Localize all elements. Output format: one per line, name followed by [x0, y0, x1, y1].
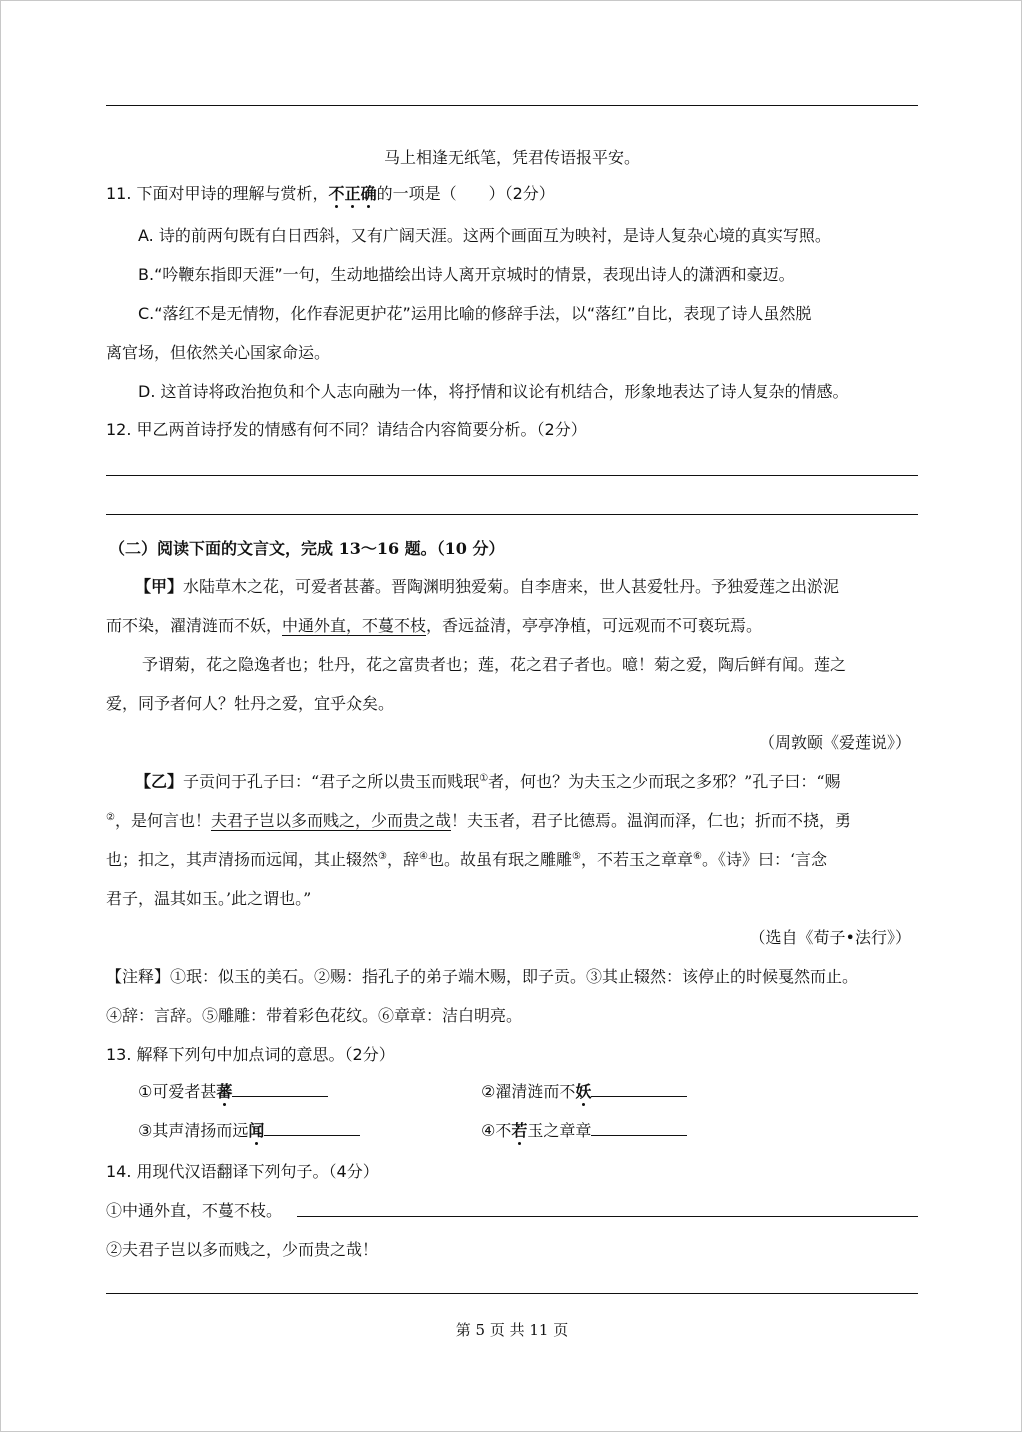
answer-blank[interactable] — [264, 1119, 360, 1136]
notes-line2: ④辞：言辞。⑤雕雕：带着彩色花纹。⑥章章：洁白明亮。 — [106, 1006, 523, 1025]
q11-option-b: B.“吟鞭东指即天涯”一句，生动地描绘出诗人离开京城时的情景，表现出诗人的潇洒和豪迈。 — [138, 265, 795, 284]
passage-text: 也；扣之，其声清扬而远闻，其止辍然 — [106, 850, 379, 869]
q13-item-4 — [481, 1118, 687, 1141]
passage-jia-line2 — [106, 613, 762, 636]
q11-option-c-line2: 离官场，但依然关心国家命运。 — [106, 343, 331, 362]
passage-yi-line3 — [106, 847, 827, 870]
q13-item-2 — [481, 1079, 687, 1102]
footnote-marker: ① — [479, 773, 489, 784]
emphasis-char: 确 — [360, 184, 377, 203]
answer-blank[interactable] — [591, 1119, 687, 1136]
passage-jia-line3: 予谓菊，花之隐逸者也；牡丹，花之富贵者也；莲，花之君子者也。噫！菊之爱，陶后鲜有闻。莲之 — [142, 655, 847, 674]
question-13-stem: 13. 解释下列句中加点词的意思。（2分） — [106, 1045, 395, 1064]
dotted-word: 闻 — [248, 1121, 265, 1140]
item-text: ①可爱者甚 — [138, 1082, 217, 1101]
footnote-marker: ⑥ — [692, 851, 702, 862]
question-14-stem: 14. 用现代汉语翻译下列句子。（4分） — [106, 1162, 379, 1181]
dotted-word: 妖 — [575, 1082, 592, 1101]
passage-yi-line4: 君子，温其如玉。’此之谓也。” — [106, 889, 312, 908]
q11-stem-pre: 11. 下面对甲诗的理解与赏析， — [106, 184, 329, 203]
item-text: ②濯清涟而不 — [481, 1082, 576, 1101]
q11-option-c-line1: C.“落红不是无情物，化作春泥更护花”运用比喻的修辞手法，以“落红”自比，表现了诗人虽然脱 — [138, 304, 812, 323]
footnote-marker: ② — [106, 812, 115, 823]
answer-line[interactable] — [106, 514, 918, 515]
answer-line[interactable] — [106, 475, 918, 476]
item-text: ④不 — [481, 1121, 512, 1140]
q11-option-d: D. 这首诗将政治抱负和个人志向融为一体，将抒情和议论有机结合，形象地表达了诗人复杂的情感。 — [138, 382, 849, 401]
emphasis-char: 不 — [328, 184, 345, 203]
passage-yi-source: （选自《荀子•法行》） — [749, 928, 911, 947]
dotted-word: 若 — [511, 1121, 528, 1140]
question-12-stem: 12. 甲乙两首诗抒发的情感有何不同？请结合内容简要分析。（2分） — [106, 420, 587, 439]
underlined-sentence: 夫君子岂以多而贱之，少而贵之哉 — [210, 811, 451, 830]
passage-text: ！夫玉者，君子比德焉。温润而泽，仁也；折而不挠，勇 — [451, 811, 852, 830]
passage-jia-line4: 爱，同予者何人？牡丹之爱，宜乎众矣。 — [106, 694, 395, 713]
footnote-marker: ④ — [419, 851, 428, 862]
underlined-sentence: 中通外直，不蔓不枝 — [282, 616, 427, 635]
passage-text: 。《诗》曰：‘言念 — [701, 850, 828, 869]
dotted-word: 蕃 — [216, 1082, 233, 1101]
emphasis-char: 正 — [344, 184, 361, 203]
q14-sentence-1: ①中通外直，不蔓不枝。 — [106, 1201, 283, 1220]
notes-line1: 【注释】①珉：似玉的美石。②赐：指孔子的弟子端木赐，即子贡。③其止辍然：该停止的时候戛然而止。 — [106, 967, 859, 986]
passage-yi-line1 — [135, 769, 841, 792]
item-text: ③其声清扬而远 — [138, 1121, 249, 1140]
page-footer: 第 5 页 共 11 页 — [455, 1321, 569, 1339]
passage-text: 水陆草木之花，可爱者甚蕃。晋陶渊明独爱菊。自李唐来，世人甚爱牡丹。予独爱莲之出淤泥 — [183, 577, 840, 596]
q13-item-1 — [138, 1079, 328, 1102]
answer-line[interactable] — [297, 1216, 918, 1217]
passage-jia-line1 — [135, 574, 839, 597]
passage-text: 也。故虽有珉之雕雕 — [427, 850, 572, 869]
q14-sentence-2: ②夫君子岂以多而贱之，少而贵之哉！ — [106, 1240, 379, 1259]
passage-text: 者，何也？为夫玉之少而珉之多邪？”孔子曰：“赐 — [488, 772, 841, 791]
bottom-rule — [106, 1293, 918, 1294]
question-11-stem — [106, 181, 555, 204]
passage-text: ，辞 — [386, 850, 419, 869]
top-rule — [106, 105, 918, 106]
passage-yi-line2 — [106, 808, 851, 831]
passage-text: 子贡问于孔子曰：“君子之所以贵玉而贱珉 — [183, 772, 480, 791]
poem-last-line: 马上相逢无纸笔，凭君传语报平安。 — [383, 148, 640, 167]
answer-blank[interactable] — [591, 1080, 687, 1097]
section-2-title: （二）阅读下面的文言文，完成 13～16 题。（10 分） — [109, 539, 505, 558]
q11-stem-post: 的一项是（ ）（2分） — [376, 184, 555, 203]
q11-option-a: A. 诗的前两句既有白日西斜，又有广阔天涯。这两个画面互为映衬，是诗人复杂心境的真实写照。 — [138, 226, 831, 245]
passage-text: ，是何言也！ — [114, 811, 211, 830]
passage-text: 而不染，濯清涟而不妖， — [106, 616, 283, 635]
item-text: 玉之章章 — [527, 1121, 592, 1140]
passage-tag-jia: 【甲】 — [135, 577, 184, 596]
answer-blank[interactable] — [232, 1080, 328, 1097]
passage-tag-yi: 【乙】 — [135, 772, 184, 791]
passage-jia-source: （周敦颐《爱莲说》） — [758, 733, 911, 752]
q13-item-3 — [138, 1118, 360, 1141]
passage-text: ，香远益清，亭亭净植，可远观而不可亵玩焉。 — [426, 616, 763, 635]
passage-text: ，不若玉之章章 — [580, 850, 693, 869]
footnote-marker: ③ — [378, 851, 387, 862]
footnote-marker: ⑤ — [571, 851, 581, 862]
